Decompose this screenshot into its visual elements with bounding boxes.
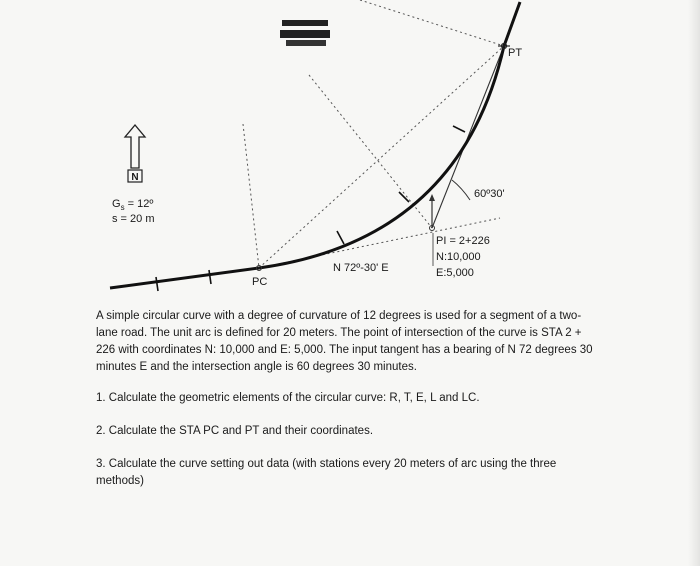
problem-text [96,308,596,506]
page-edge-shadow [688,0,700,566]
pi-station-label: PI = 2+226 [436,235,490,247]
degree-of-curvature-label: $G_s$ = 12º [112,198,154,212]
question-item: 2. Calculate the STA PC and PT and their coordinates. [96,425,374,437]
north-reference-arrow [429,194,435,201]
redaction-smudge [280,20,330,46]
problem-statement: A simple circular curve with a degree of curvature of 12 degrees is used for a segment of a two-lane road. The unit arc is defined for 20 meters. The point of intersection of the curve is STA 2 + 226 with coordinates N: 10,000 and E: 5,000. The input tangent has a bearing of N 72 degrees 30 minutes E and the intersection angle is 60 degrees 30 minutes. [96,310,593,373]
pc-radius-line [243,124,259,268]
north-label: N [131,172,139,183]
station-ticks [156,126,465,291]
output-tangent-road [504,2,520,46]
bearing-label: N 72º-30' E [333,262,389,274]
intersection-angle-arc [452,180,470,200]
output-tangent [432,46,504,228]
pt-label: PT [508,47,523,59]
unit-arc-label: s = 20 m [112,213,155,225]
pc-label: PC [252,276,268,288]
input-tangent [110,268,259,288]
question-list [96,390,596,490]
construction-lines [243,0,504,268]
intersection-angle-label: 60º30' [474,188,505,200]
pi-north-label: N:10,000 [436,251,481,263]
pi-east-label: E:5,000 [436,267,474,279]
question-item: 3. Calculate the curve setting out data (with stations every 20 meters of arc using the three methods) [96,458,557,487]
question-item: 1. Calculate the geometric elements of the circular curve: R, T, E, L and LC. [96,392,480,404]
pt-radius-line [360,0,504,46]
